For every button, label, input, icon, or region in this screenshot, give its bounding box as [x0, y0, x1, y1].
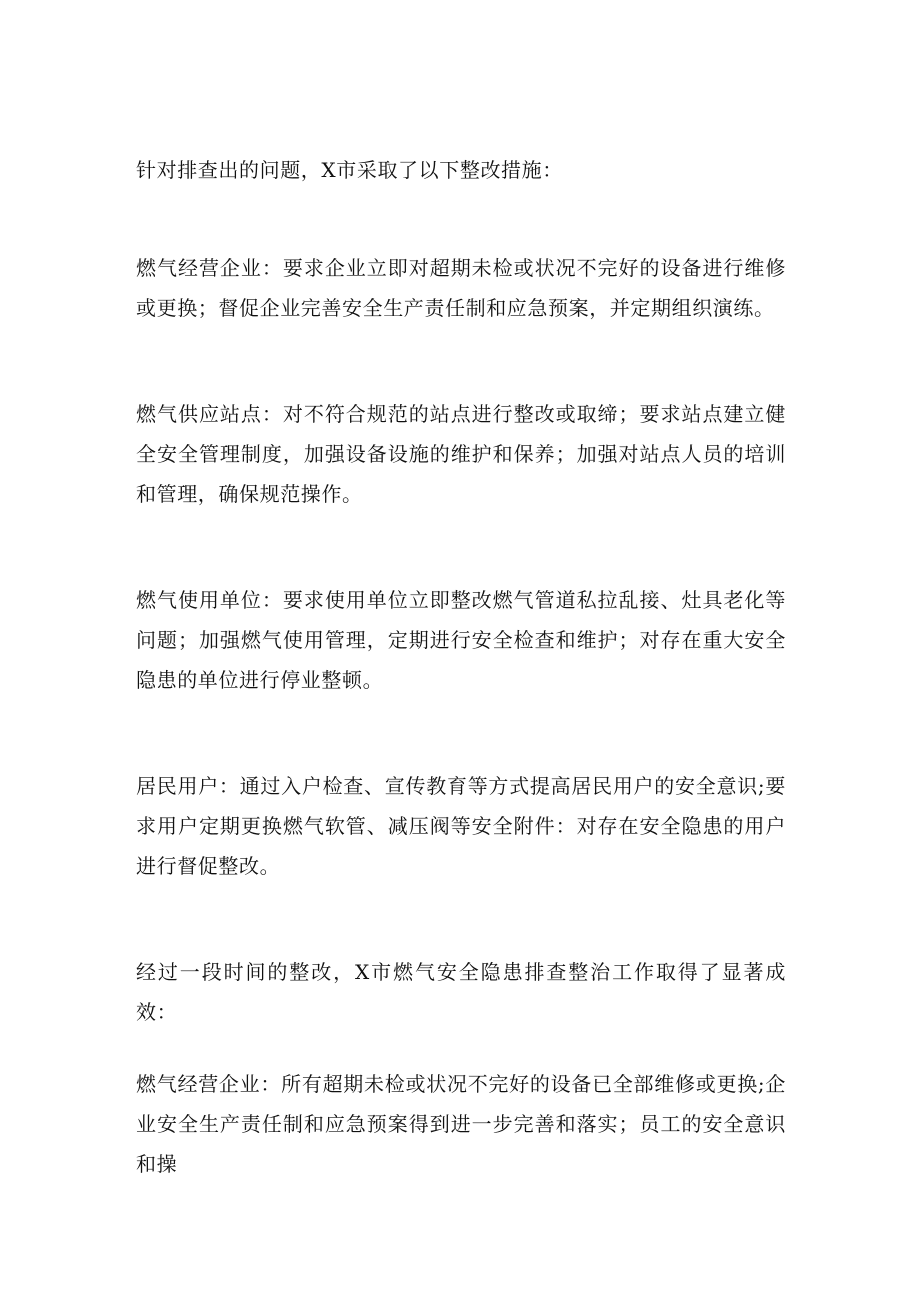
paragraph-supply-stations: 燃气供应站点：对不符合规范的站点进行整改或取缔；要求站点建立健全安全管理制度，加强设备设施的维护和保养；加强对站点人员的培训和管理，确保规范操作。	[136, 402, 786, 506]
paragraph-gas-users: 燃气使用单位：要求使用单位立即整改燃气管道私拉乱接、灶具老化等问题；加强燃气使用管理，定期进行安全检查和维护；对存在重大安全隐患的单位进行停业整顿。	[136, 588, 786, 692]
paragraph-intro-measures: 针对排查出的问题，X市采取了以下整改措施：	[136, 158, 563, 182]
paragraph-residents: 居民用户：通过入户检查、宣传教育等方式提高居民用户的安全意识;要求用户定期更换燃气软管、减压阀等安全附件：对存在安全隐患的用户进行督促整改。	[136, 774, 786, 878]
paragraph-gas-operators: 燃气经营企业：要求企业立即对超期未检或状况不完好的设备进行维修或更换；督促企业完善安全生产责任制和应急预案，并定期组织演练。	[136, 256, 786, 320]
paragraph-results-intro: 经过一段时间的整改，X市燃气安全隐患排查整治工作取得了显著成效：	[136, 960, 786, 1024]
paragraph-operator-results: 燃气经营企业：所有超期未检或状况不完好的设备已全部维修或更换;企业安全生产责任制和应急预案得到进一步完善和落实；员工的安全意识和操	[136, 1072, 786, 1176]
